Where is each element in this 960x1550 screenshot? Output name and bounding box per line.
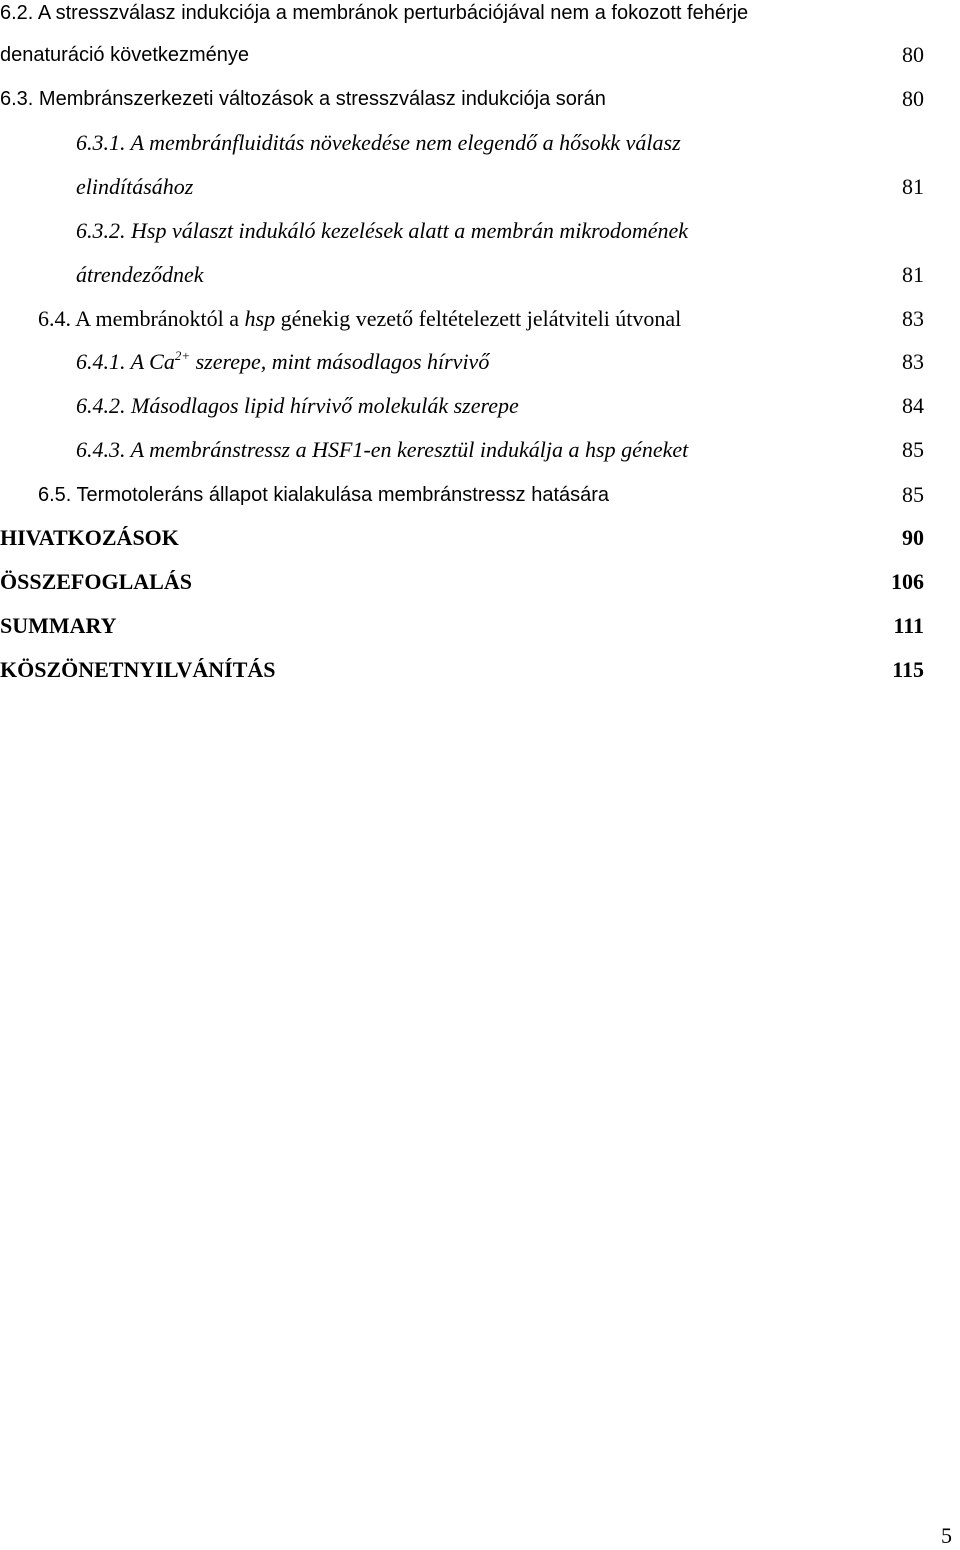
toc-entry-text: 6.4.2. Másodlagos lipid hírvivő molekulák szerepe bbox=[76, 393, 519, 418]
toc-page-number: 111 bbox=[893, 613, 924, 638]
toc-entry-text: denaturáció következménye bbox=[0, 44, 250, 66]
toc-entry-text-italic: hsp bbox=[244, 306, 276, 331]
toc-entry-text: ÖSSZEFOGLALÁS bbox=[0, 569, 192, 594]
toc-entry-6-3-2-line1 bbox=[76, 217, 688, 245]
toc-entry-text: génekig vezető feltételezett jelátviteli útvonal bbox=[275, 306, 682, 331]
toc-entry-text: 6.3. Membránszerkezeti változások a stresszválasz indukciója során bbox=[0, 88, 606, 110]
page-number: 5 bbox=[941, 1523, 952, 1548]
toc-entry-text: 6.2. A stresszválasz indukciója a membránok perturbációjával nem a fokozott fehérje bbox=[0, 2, 749, 24]
toc-entry-6-3-2-line2 bbox=[76, 261, 203, 289]
toc-entry-text: HIVATKOZÁSOK bbox=[0, 525, 179, 550]
toc-page-number: 84 bbox=[902, 393, 924, 418]
toc-page-number: 106 bbox=[891, 569, 924, 594]
toc-entry-text: átrendeződnek bbox=[76, 262, 204, 287]
toc-page-number: 85 bbox=[902, 482, 924, 507]
toc-page-number: 115 bbox=[892, 657, 924, 682]
toc-entry-osszefoglalas bbox=[0, 568, 192, 596]
toc-page-number: 83 bbox=[902, 349, 924, 374]
toc-page-number: 80 bbox=[902, 42, 924, 67]
toc-entry-text: SUMMARY bbox=[0, 613, 117, 638]
toc-page-number: 85 bbox=[902, 437, 924, 462]
toc-entry-text: 6.4.1. A Ca bbox=[76, 349, 175, 374]
toc-page-number: 90 bbox=[902, 525, 924, 550]
toc-entry-6-3-1-line1 bbox=[76, 129, 681, 157]
toc-page-number: 80 bbox=[902, 86, 924, 111]
toc-entry-text: KÖSZÖNETNYILVÁNÍTÁS bbox=[0, 657, 276, 682]
toc-entry-6-2-line1 bbox=[0, 0, 748, 27]
toc-entry-text: 6.4.3. A membránstressz a HSF1-en keresztül indukálja a hsp géneket bbox=[76, 437, 689, 462]
superscript: 2+ bbox=[174, 348, 191, 363]
toc-entry-6-4-2 bbox=[76, 392, 519, 420]
toc-entry-6-4-1 bbox=[76, 348, 489, 376]
toc-entry-text: 6.5. Termotoleráns állapot kialakulása membránstressz hatására bbox=[38, 484, 610, 506]
toc-entry-text: szerepe, mint másodlagos hírvivő bbox=[190, 349, 490, 374]
toc-entry-hivatkozasok bbox=[0, 524, 179, 552]
toc-entry-6-2-line2 bbox=[0, 41, 249, 69]
toc-entry-text: 6.3.1. A membránfluiditás növekedése nem elegendő a hősokk válasz bbox=[76, 130, 681, 155]
toc-entry-text: 6.4. A membránoktól a bbox=[38, 306, 245, 331]
toc-entry-6-4 bbox=[38, 305, 681, 333]
toc-entry-text: 6.3.2. Hsp választ indukáló kezelések alatt a membrán mikrodomének bbox=[76, 218, 689, 243]
toc-entry-6-5 bbox=[38, 481, 609, 509]
toc-entry-text: elindításához bbox=[76, 174, 194, 199]
toc-page-number: 81 bbox=[902, 262, 924, 287]
toc-entry-summary bbox=[0, 612, 117, 640]
toc-entry-6-4-3 bbox=[76, 436, 688, 464]
toc-page-number: 81 bbox=[902, 174, 924, 199]
toc-entry-6-3-1-line2 bbox=[76, 173, 193, 201]
toc-entry-koszonetnyilvanitas bbox=[0, 656, 276, 684]
toc-page-number: 83 bbox=[902, 306, 924, 331]
toc-entry-6-3 bbox=[0, 85, 606, 113]
